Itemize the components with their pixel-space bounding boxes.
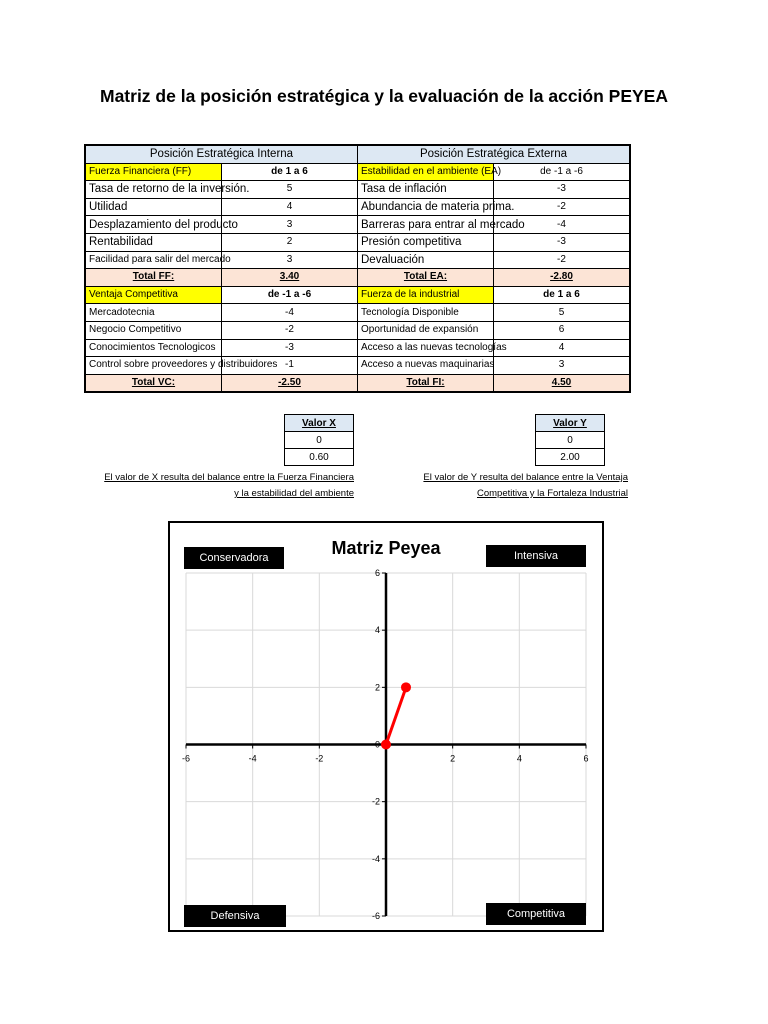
y-tick-label: 2 <box>374 682 380 693</box>
section-row-ff-ea <box>86 163 630 181</box>
ff-range: de 1 a 6 <box>222 163 358 181</box>
peyea-table <box>85 145 630 392</box>
header-external: Posición Estratégica Externa <box>358 146 630 164</box>
series-line <box>386 687 406 744</box>
total-row-vc-fi <box>86 374 630 392</box>
total-ea-value: -2.80 <box>494 269 630 287</box>
total-row-ff-ea <box>86 269 630 287</box>
valor-x-note <box>104 470 354 502</box>
chart-svg <box>170 523 602 930</box>
peyea-chart <box>168 521 604 932</box>
vc-row-name: Control sobre proveedores y distribuidores <box>86 357 222 375</box>
table-row <box>86 357 630 375</box>
ea-range: de -1 a -6 <box>494 163 630 181</box>
table-row <box>86 181 630 199</box>
ea-row-value: -2 <box>494 198 630 216</box>
valor-x-value: 0 <box>285 432 354 449</box>
data-point <box>401 682 411 692</box>
valor-x-note-line: El valor de X resulta del balance entre la Fuerza Financiera <box>104 472 354 483</box>
fi-row-value: 6 <box>494 321 630 339</box>
valor-x-note-line: y la estabilidad del ambiente <box>234 488 354 499</box>
ff-row-name: Facilidad para salir del mercado <box>86 251 222 269</box>
ff-row-name: Tasa de retorno de la inversión. <box>86 181 222 199</box>
total-vc-value: -2.50 <box>222 374 358 392</box>
ea-row-value: -3 <box>494 181 630 199</box>
valor-x-table <box>284 414 354 466</box>
ea-row-name: Abundancia de materia prima. <box>358 198 494 216</box>
table-row <box>86 198 630 216</box>
fi-row-value: 3 <box>494 357 630 375</box>
table-row <box>86 216 630 234</box>
x-tick-label: 6 <box>583 753 589 764</box>
valor-y-note <box>423 470 628 502</box>
header-internal: Posición Estratégica Interna <box>86 146 358 164</box>
vc-row-value: -4 <box>222 304 358 322</box>
x-tick-label: 4 <box>516 753 522 764</box>
y-tick-label: -4 <box>371 853 380 864</box>
vc-row-value: -1 <box>222 357 358 375</box>
vc-row-name: Mercadotecnia <box>86 304 222 322</box>
valor-x-header: Valor X <box>285 415 354 432</box>
valor-y-header: Valor Y <box>536 415 605 432</box>
table-row <box>86 304 630 322</box>
ea-row-name: Devaluación <box>358 251 494 269</box>
total-fi-value: 4.50 <box>494 374 630 392</box>
ea-row-value: -4 <box>494 216 630 234</box>
fi-row-name: Acceso a nuevas maquinarias <box>358 357 494 375</box>
vc-row-name: Negocio Competitivo <box>86 321 222 339</box>
valor-y-note-line: El valor de Y resulta del balance entre la Ventaja <box>423 472 628 483</box>
ea-label: Estabilidad en el ambiente (EA) <box>358 163 494 181</box>
table-row <box>86 321 630 339</box>
table-header-row <box>86 146 630 164</box>
ff-row-value: 2 <box>222 233 358 251</box>
section-row-vc-fi <box>86 286 630 304</box>
total-ff-label: Total FF: <box>86 269 222 287</box>
fi-range: de 1 a 6 <box>494 286 630 304</box>
table-row <box>86 339 630 357</box>
valor-y-table <box>535 414 605 466</box>
x-tick-label: -4 <box>248 753 257 764</box>
ff-label: Fuerza Financiera (FF) <box>86 163 222 181</box>
valor-y-value: 2.00 <box>536 449 605 466</box>
vc-range: de -1 a -6 <box>222 286 358 304</box>
x-tick-label: -2 <box>315 753 324 764</box>
ea-row-name: Barreras para entrar al mercado <box>358 216 494 234</box>
ff-row-value: 3 <box>222 251 358 269</box>
y-tick-label: -6 <box>371 911 380 921</box>
ff-row-name: Rentabilidad <box>86 233 222 251</box>
y-tick-label: 0 <box>374 739 380 750</box>
vc-row-name: Conocimientos Tecnologicos <box>86 339 222 357</box>
y-tick-label: 6 <box>374 568 380 578</box>
vc-row-value: -2 <box>222 321 358 339</box>
vc-row-value: -3 <box>222 339 358 357</box>
x-tick-label: -6 <box>181 753 191 764</box>
y-tick-label: -2 <box>371 796 380 807</box>
fi-row-value: 5 <box>494 304 630 322</box>
ea-row-value: -2 <box>494 251 630 269</box>
valor-x-value: 0.60 <box>285 449 354 466</box>
x-tick-label: 2 <box>450 753 456 764</box>
ff-row-value: 3 <box>222 216 358 234</box>
fi-row-value: 4 <box>494 339 630 357</box>
ff-row-name: Utilidad <box>86 198 222 216</box>
valor-y-value: 0 <box>536 432 605 449</box>
quadrant-defensiva: Defensiva <box>184 905 286 927</box>
table-row <box>86 233 630 251</box>
ea-row-name: Presión competitiva <box>358 233 494 251</box>
quadrant-intensiva: Intensiva <box>486 545 586 567</box>
data-point <box>381 740 391 750</box>
y-tick-label: 4 <box>374 625 380 636</box>
fi-row-name: Tecnología Disponible <box>358 304 494 322</box>
page-title: Matriz de la posición estratégica y la evaluación de la acción PEYEA <box>100 86 668 106</box>
total-fi-label: Total FI: <box>358 374 494 392</box>
total-vc-label: Total VC: <box>86 374 222 392</box>
total-ea-label: Total EA: <box>358 269 494 287</box>
total-ff-value: 3.40 <box>222 269 358 287</box>
ff-row-name: Desplazamiento del producto <box>86 216 222 234</box>
quadrant-competitiva: Competitiva <box>486 903 586 925</box>
fi-row-name: Oportunidad de expansión <box>358 321 494 339</box>
table-row <box>86 251 630 269</box>
vc-label: Ventaja Competitiva <box>86 286 222 304</box>
ff-row-value: 5 <box>222 181 358 199</box>
valor-y-note-line: Competitiva y la Fortaleza Industrial <box>476 488 628 499</box>
ea-row-value: -3 <box>494 233 630 251</box>
quadrant-conservadora: Conservadora <box>184 547 284 569</box>
fi-row-name: Acceso a las nuevas tecnologías <box>358 339 494 357</box>
ff-row-value: 4 <box>222 198 358 216</box>
chart-title: Matriz Peyea <box>331 538 441 558</box>
ea-row-name: Tasa de inflación <box>358 181 494 199</box>
fi-label: Fuerza de la industrial <box>358 286 494 304</box>
